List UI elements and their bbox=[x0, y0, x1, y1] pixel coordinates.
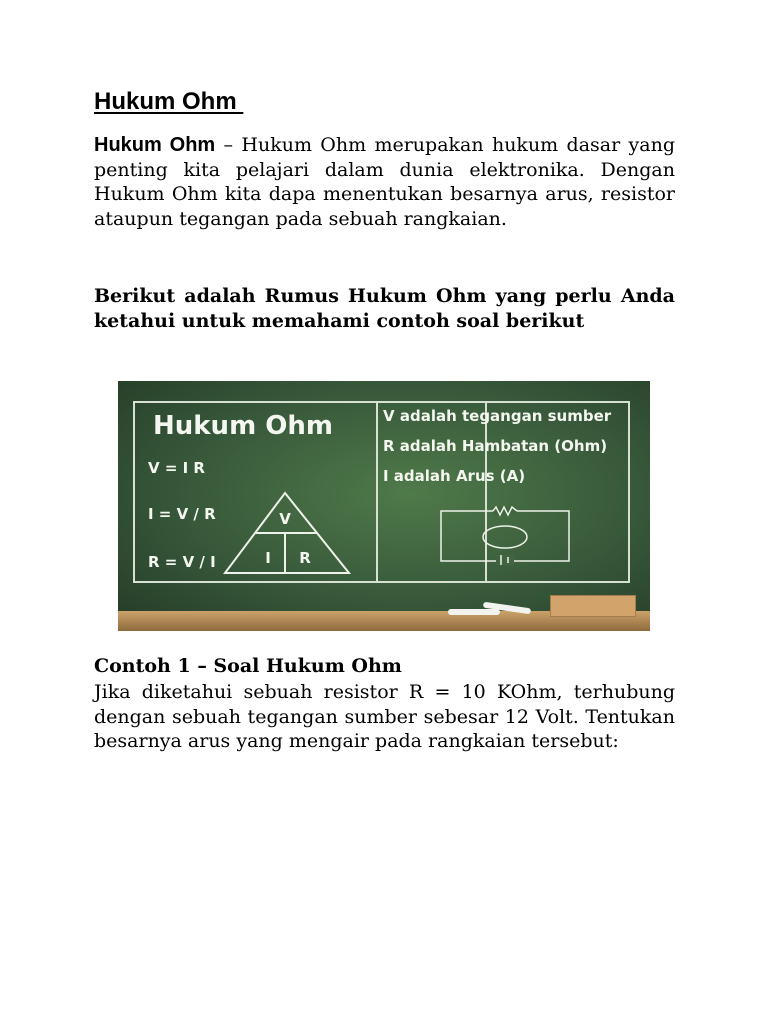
ohm-triangle bbox=[223, 491, 353, 576]
definition-i: I adalah Arus (A) bbox=[383, 467, 526, 485]
definition-r: R adalah Hambatan (Ohm) bbox=[383, 437, 608, 455]
example1-heading: Contoh 1 – Soal Hukum Ohm bbox=[94, 655, 402, 677]
eraser bbox=[550, 595, 636, 617]
triangle-i: I bbox=[265, 549, 271, 567]
page-title: Hukum Ohm bbox=[94, 88, 244, 115]
intro-text: – Hukum Ohm merupakan hukum dasar yang penting kita pelajari dalam dunia elektronika. Dengan Hukum Ohm kita dapa menentukan besarnya arus, resistor ataupun tegangan pada sebuah rangkaian. bbox=[94, 134, 675, 230]
chalk-stick bbox=[448, 609, 500, 615]
example1-text: Jika diketahui sebuah resistor R = 10 KOhm, terhubung dengan sebuah tegangan sumber sebesar 12 Volt. Tentukan besarnya arus yang mengair pada rangkaian tersebut: bbox=[94, 681, 675, 752]
definition-v: V adalah tegangan sumber bbox=[383, 407, 612, 425]
triangle-v: V bbox=[279, 510, 291, 528]
formula-i: I = V / R bbox=[148, 505, 216, 523]
chalkboard-image bbox=[118, 381, 650, 631]
circuit-diagram-icon bbox=[438, 503, 573, 565]
formula-intro: Berikut adalah Rumus Hukum Ohm yang perlu Anda ketahui untuk memahami contoh soal berikut bbox=[94, 285, 675, 332]
formula-v: V = I R bbox=[148, 459, 205, 477]
intro-lead: Hukum Ohm bbox=[94, 134, 216, 156]
board-title: Hukum Ohm bbox=[153, 411, 333, 441]
intro-paragraph bbox=[94, 133, 675, 231]
triangle-r: R bbox=[299, 549, 311, 567]
formula-r: R = V / I bbox=[148, 553, 216, 571]
